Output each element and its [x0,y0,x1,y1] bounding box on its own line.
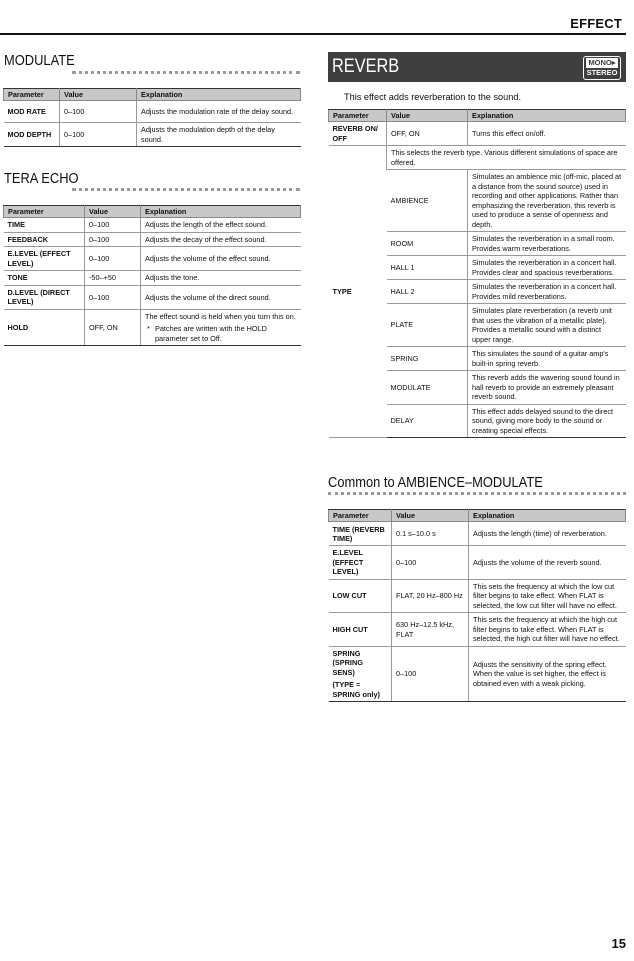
value-cell: 0–100 [392,546,469,579]
column-header: Parameter [4,206,85,218]
param-cell: E.LEVEL (EFFECT LEVEL) [4,247,85,271]
value-cell: 0–100 [85,218,141,232]
value-cell: 0–100 [60,101,137,123]
param-cell: D.LEVEL (DIRECT LEVEL) [4,285,85,309]
explanation-cell: This effect adds delayed sound to the direct sound, giving more body to the sound or creating special effects. [468,404,626,437]
section-divider [328,492,626,495]
param-cell: FEEDBACK [4,232,85,246]
param-cell [329,646,392,701]
explanation-cell: Simulates the reverberation in a small room. Provides warm reverberations. [468,232,626,256]
type-value-cell: HALL 2 [387,280,468,304]
section-title-common: Common to AMBIENCE–MODULATE [328,474,543,491]
explanation-cell: Adjusts the decay of the effect sound. [141,232,301,246]
reverb-title-bar [328,52,626,82]
type-intro-cell: This selects the reverb type. Various different simulations of space are offered. [387,146,626,170]
table-row [329,579,626,612]
value-cell: 0–100 [60,123,137,147]
param-note: (TYPE = SPRING only) [332,680,380,699]
param-cell: MOD DEPTH [4,123,60,147]
value-cell: 0.1 s–10.0 s [392,522,469,546]
section-title-tera-echo: TERA ECHO [4,170,79,187]
section-divider [72,188,300,191]
table-row [4,285,301,309]
table-row [4,101,301,123]
param-name: SPRING (SPRING SENS) [332,648,363,677]
modulate-table [3,88,301,147]
table-row [4,247,301,271]
page-header-title: EFFECT [570,16,622,31]
column-header: Explanation [137,89,301,101]
type-value-cell: MODULATE [387,371,468,404]
reverb-intro: This effect adds reverberation to the sound. [344,92,522,102]
note-text: Patches are written with the HOLD parameter set to Off. [155,324,267,343]
explanation-cell [141,309,301,345]
value-cell: 0–100 [392,646,469,701]
value-cell: 0–100 [85,247,141,271]
badge-mono: MONO▸ [588,58,616,67]
explanation-cell: Adjusts the modulation depth of the delay sound. [137,123,301,147]
value-cell: FLAT, 20 Hz–800 Hz [392,579,469,612]
note [145,324,297,343]
explanation-cell: Adjusts the modulation rate of the delay sound. [137,101,301,123]
param-cell: TONE [4,271,85,285]
explanation-cell: Adjusts the sensitivity of the spring effect. When the value is set higher, the effect is obtained even with a weak picking. [469,646,626,701]
value-cell: -50–+50 [85,271,141,285]
param-cell: TYPE [329,146,387,438]
table-row [329,646,626,701]
table-row [329,146,626,170]
table-row [4,271,301,285]
table-row [4,123,301,147]
explanation-cell: Simulates the reverberation in a concert hall. Provides mild reverberations. [468,280,626,304]
param-cell: HIGH CUT [329,613,392,646]
explanation-cell: This sets the frequency at which the high cut filter begins to take effect. When FLAT is selected, the high cut filter will have no effect. [469,613,626,646]
type-value-cell: AMBIENCE [387,170,468,232]
value-cell: OFF, ON [387,122,468,146]
table-row [4,309,301,345]
page-number: 15 [611,936,626,951]
mono-stereo-badge [583,56,621,80]
column-header: Parameter [329,510,392,522]
type-value-cell: DELAY [387,404,468,437]
explanation-cell: Adjusts the volume of the direct sound. [141,285,301,309]
reverb-table [328,109,626,438]
common-table [328,509,626,702]
header-rule [0,33,626,35]
column-header: Value [85,206,141,218]
column-header: Explanation [141,206,301,218]
explanation-cell: Adjusts the volume of the effect sound. [141,247,301,271]
tera-echo-table [3,205,301,346]
explanation-cell: Adjusts the volume of the reverb sound. [469,546,626,579]
explanation-cell: Adjusts the length of the effect sound. [141,218,301,232]
type-value-cell: PLATE [387,304,468,347]
explanation-cell: This sets the frequency at which the low cut filter begins to take effect. When FLAT is selected, the low cut filter will have no effect. [469,579,626,612]
value-cell: 0–100 [85,232,141,246]
column-header: Explanation [468,110,626,122]
table-row [329,546,626,579]
note-star: * [147,324,150,334]
param-cell: HOLD [4,309,85,345]
explanation-cell: This simulates the sound of a guitar amp's built-in spring reverb. [468,347,626,371]
section-divider [72,71,300,74]
explanation-text: The effect sound is held when you turn this on. [145,311,296,321]
type-value-cell: HALL 1 [387,256,468,280]
section-title-reverb: REVERB [332,56,400,77]
param-cell: LOW CUT [329,579,392,612]
table-row [329,522,626,546]
type-value-cell: SPRING [387,347,468,371]
value-cell: 630 Hz–12.5 kHz, FLAT [392,613,469,646]
column-header: Value [60,89,137,101]
section-title-modulate: MODULATE [4,52,75,69]
explanation-cell: Adjusts the tone. [141,271,301,285]
value-cell: OFF, ON [85,309,141,345]
explanation-cell: Turns this effect on/off. [468,122,626,146]
column-header: Value [392,510,469,522]
badge-stereo: STEREO [586,68,618,77]
explanation-cell: Simulates an ambience mic (off-mic, placed at a distance from the sound source) used in recording and other applications. Rather than emphasizing the reverberation, this reverb is used to produce a sense of openness and depth. [468,170,626,232]
param-cell: E.LEVEL (EFFECT LEVEL) [329,546,392,579]
column-header: Parameter [329,110,387,122]
param-cell: TIME [4,218,85,232]
explanation-cell: This reverb adds the wavering sound found in hall reverb to provide an extremely pleasant reverb sound. [468,371,626,404]
table-row [329,613,626,646]
table-row [4,218,301,232]
param-cell: TIME (REVERB TIME) [329,522,392,546]
value-cell: 0–100 [85,285,141,309]
param-cell: REVERB ON/ OFF [329,122,387,146]
table-row [4,232,301,246]
explanation-cell: Simulates plate reverberation (a reverb unit that uses the vibration of a metallic plate). Provides a metallic sound with a distinct upper range. [468,304,626,347]
column-header: Explanation [469,510,626,522]
column-header: Parameter [4,89,60,101]
type-value-cell: ROOM [387,232,468,256]
param-cell: MOD RATE [4,101,60,123]
table-row [329,122,626,146]
column-header: Value [387,110,468,122]
explanation-cell: Adjusts the length (time) of reverberation. [469,522,626,546]
explanation-cell: Simulates the reverberation in a concert hall. Provides clear and spacious reverberations. [468,256,626,280]
